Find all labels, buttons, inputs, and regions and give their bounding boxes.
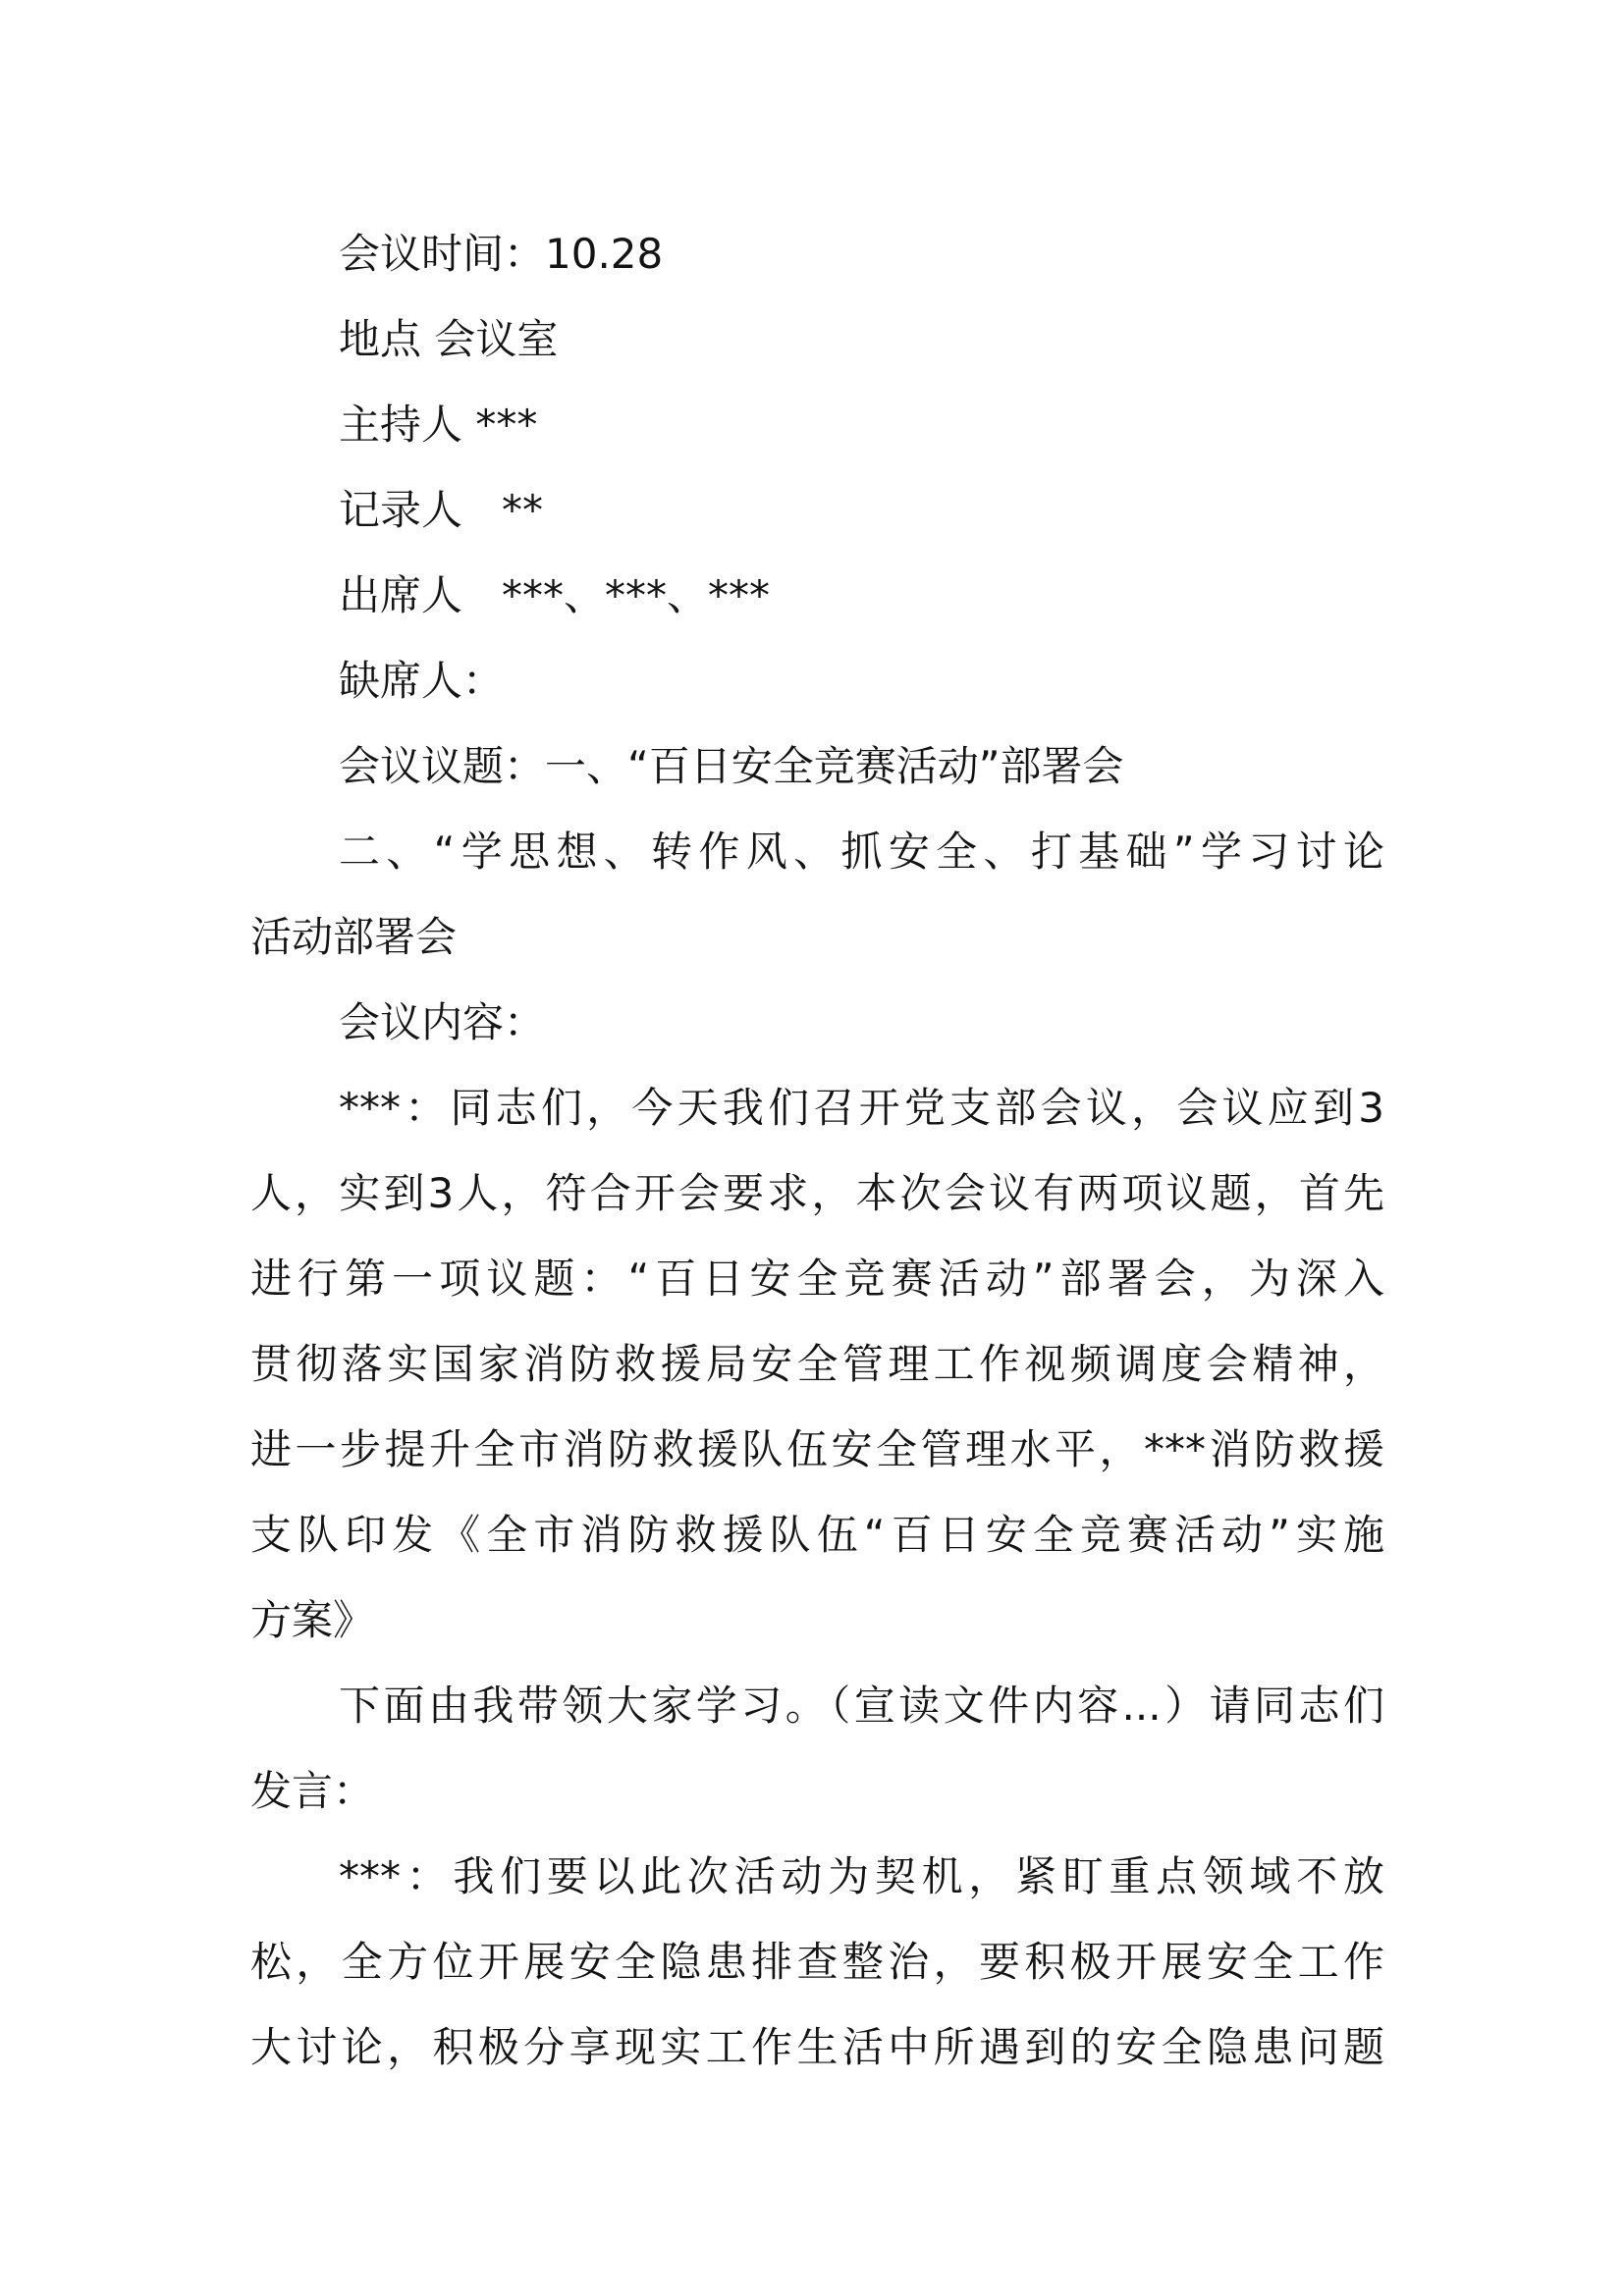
meeting-time: 会议时间：10.28 <box>339 230 664 278</box>
paragraph-line: ***：同志们，今天我们召开党支部会议，会议应到3 <box>339 1084 1384 1132</box>
content-heading: 会议内容： <box>339 998 546 1046</box>
paragraph-line: 进行第一项议题：“百日安全竞赛活动”部署会，为深入 <box>250 1255 1384 1303</box>
speech-paragraph-study <box>250 1663 1384 1834</box>
meeting-location: 地点 会议室 <box>339 315 559 363</box>
paragraph-line: 活动部署会 <box>250 913 458 961</box>
meeting-agenda-item-1: 会议议题：一、“百日安全竞赛活动”部署会 <box>339 742 1124 790</box>
paragraph-line: 大讨论，积极分享现实工作生活中所遇到的安全隐患问题 <box>250 2023 1384 2071</box>
paragraph-line: 松，全方位开展安全隐患排查整治，要积极开展安全工作 <box>250 1938 1384 1986</box>
paragraph-line: ***：我们要以此次活动为契机，紧盯重点领域不放 <box>339 1852 1384 1900</box>
meeting-recorder: 记录人 ** <box>339 486 544 534</box>
paragraph-line: 下面由我带领大家学习。（宣读文件内容...）请同志们 <box>339 1682 1384 1730</box>
meeting-absentees: 缺席人： <box>339 657 505 705</box>
meeting-minutes-body <box>250 211 1384 2090</box>
paragraph-line: 进一步提升全市消防救援队伍安全管理水平，***消防救援 <box>250 1425 1384 1473</box>
paragraph-line: 人，实到3人，符合开会要求，本次会议有两项议题，首先 <box>250 1169 1384 1217</box>
meeting-attendees: 出席人 ***、***、*** <box>339 571 771 619</box>
paragraph-line: 贯彻落实国家消防救援局安全管理工作视频调度会精神， <box>250 1340 1384 1388</box>
speech-paragraph-response <box>250 1834 1384 2090</box>
meeting-agenda-item-2 <box>250 809 1384 980</box>
paragraph-line: 方案》 <box>250 1596 375 1644</box>
paragraph-line: 支队印发《全市消防救援队伍“百日安全竞赛活动”实施 <box>250 1511 1384 1559</box>
paragraph-line: 二、“学思想、转作风、抓安全、打基础”学习讨论 <box>339 828 1384 876</box>
speech-paragraph-opening <box>250 1065 1384 1663</box>
meeting-host: 主持人 *** <box>339 400 538 449</box>
paragraph-line: 发言： <box>250 1767 375 1815</box>
